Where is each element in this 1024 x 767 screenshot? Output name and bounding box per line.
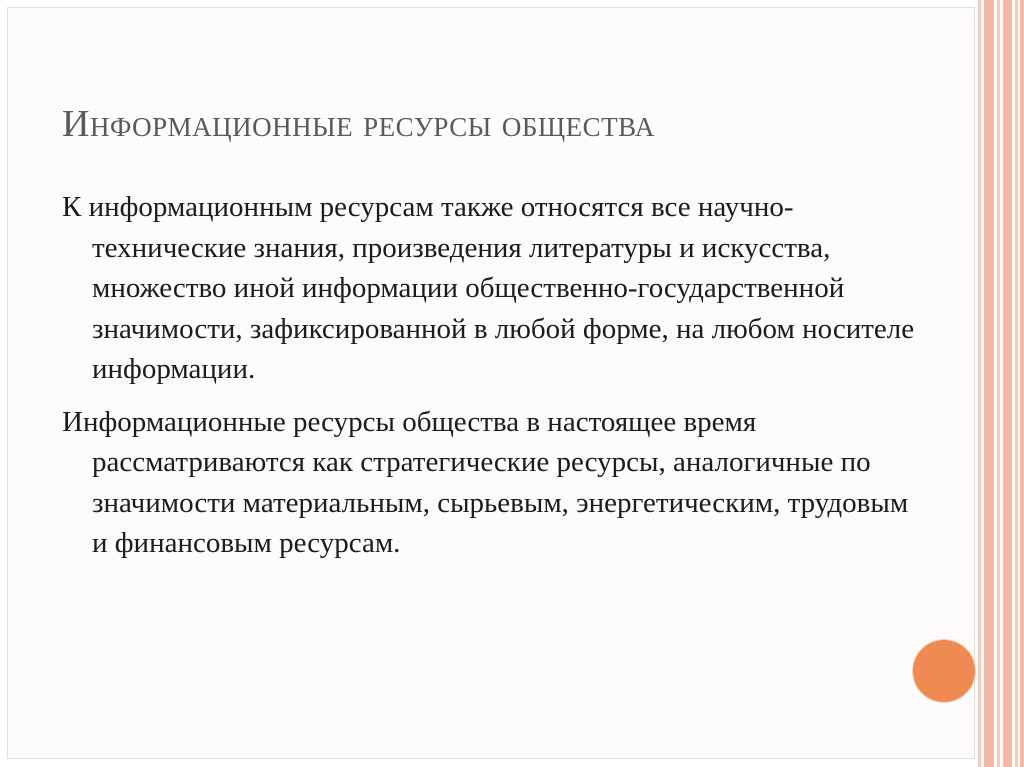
stripe	[978, 0, 981, 767]
slide-title: Информационные ресурсы общества	[62, 103, 655, 145]
body-paragraph-1: К информационным ресурсам также относятся все научно-технические знания, произведения литературы и искусства, множество иной информации общественно-государственной значимости, зафиксированной в любой форме, на любом носителе информации.	[62, 191, 915, 385]
stripe	[997, 0, 1000, 767]
stripe	[1015, 0, 1018, 767]
stripe	[984, 0, 994, 767]
stripe	[1020, 0, 1024, 767]
slide-body	[62, 187, 922, 576]
decorative-stripes	[978, 0, 1024, 767]
stripe	[1003, 0, 1012, 767]
body-paragraph-2: Информационные ресурсы общества в настоящее время рассматриваются как стратегические ресурсы, аналогичные по значимости материальным, сырьевым, энергетическим, трудовым и финансовым ресурсам.	[62, 405, 909, 559]
decorative-orange-circle	[913, 640, 975, 702]
